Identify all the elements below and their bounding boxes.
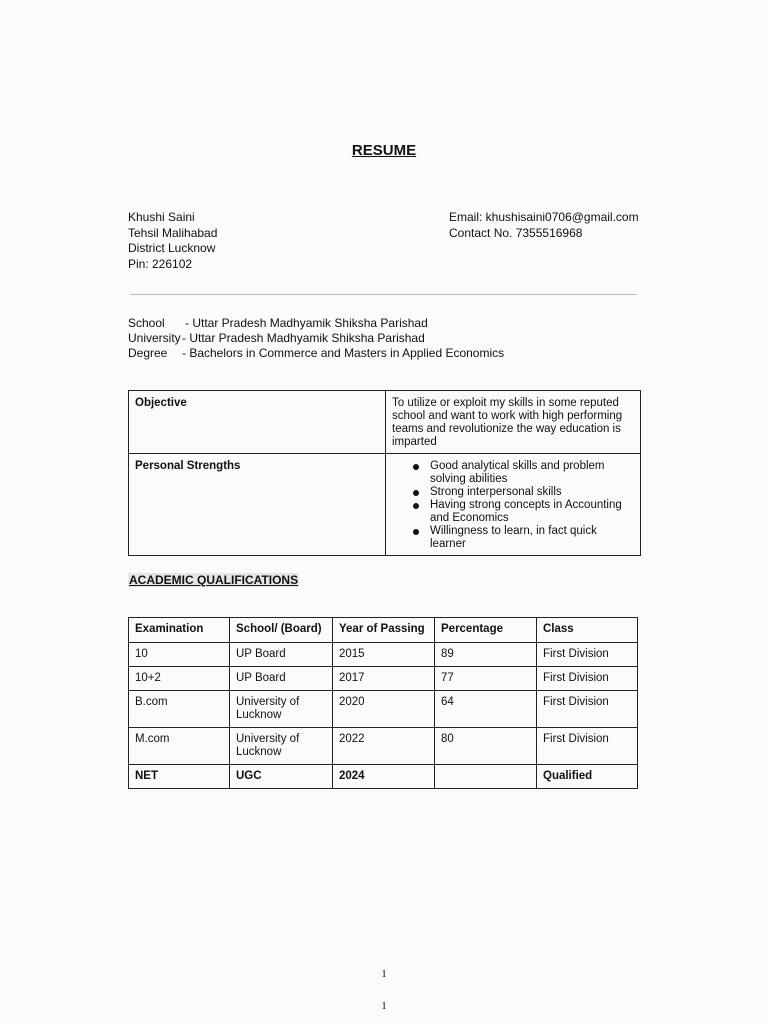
strengths-label: Personal Strengths — [129, 454, 386, 556]
strengths-cell — [386, 454, 641, 556]
table-cell: 2022 — [333, 728, 435, 765]
strengths-row — [129, 454, 641, 556]
education-key: School — [128, 316, 165, 330]
list-item: Good analytical skills and problem solving abilities — [430, 460, 634, 486]
table-row — [129, 691, 638, 728]
table-cell: 64 — [435, 691, 537, 728]
contact-details-block — [449, 210, 639, 241]
column-header: Year of Passing — [333, 618, 435, 643]
section-divider — [130, 294, 637, 295]
column-header: Examination — [129, 618, 230, 643]
education-row-school — [128, 316, 504, 331]
table-cell: UP Board — [230, 643, 333, 667]
email-text: Email: khushisaini0706@gmail.com — [449, 210, 639, 224]
column-header: Percentage — [435, 618, 537, 643]
column-header: School/ (Board) — [230, 618, 333, 643]
candidate-name: Khushi Saini — [128, 210, 195, 224]
page-number: 1 — [381, 968, 387, 980]
table-cell: University of Lucknow — [230, 728, 333, 765]
table-cell: UP Board — [230, 667, 333, 691]
contact-address-block — [128, 210, 217, 272]
address-line-pin: Pin: 226102 — [128, 256, 193, 271]
table-row — [129, 667, 638, 691]
table-cell: First Division — [537, 728, 638, 765]
table-cell: 2015 — [333, 643, 435, 667]
table-cell: UGC — [230, 765, 333, 789]
objective-strengths-table — [128, 390, 641, 556]
table-row — [129, 728, 638, 765]
table-cell: 10 — [129, 643, 230, 667]
education-row-university — [128, 331, 504, 346]
table-row — [129, 765, 638, 789]
table-cell: M.com — [129, 728, 230, 765]
objective-label: Objective — [129, 391, 386, 454]
table-cell: First Division — [537, 691, 638, 728]
table-cell: 80 — [435, 728, 537, 765]
table-cell: NET — [129, 765, 230, 789]
table-cell — [435, 765, 537, 789]
table-cell: Qualified — [537, 765, 638, 789]
page-number-footer: 1 — [381, 1000, 387, 1012]
table-cell: 89 — [435, 643, 537, 667]
list-item: Willingness to learn, in fact quick learner — [430, 525, 634, 551]
table-cell: B.com — [129, 691, 230, 728]
list-item: Having strong concepts in Accounting and Economics — [430, 499, 634, 525]
address-line-tehsil: Tehsil Malihabad — [128, 225, 218, 240]
education-key: University — [128, 331, 181, 345]
table-cell: University of Lucknow — [230, 691, 333, 728]
objective-row — [129, 391, 641, 454]
education-value: - Bachelors in Commerce and Masters in Applied Economics — [182, 346, 505, 360]
resume-title: RESUME — [351, 142, 417, 159]
phone-text: Contact No. 7355516968 — [449, 225, 583, 240]
table-cell: First Division — [537, 643, 638, 667]
table-cell: 77 — [435, 667, 537, 691]
education-row-degree — [128, 346, 504, 361]
table-header-row — [129, 618, 638, 643]
table-cell: First Division — [537, 667, 638, 691]
table-row — [129, 643, 638, 667]
column-header: Class — [537, 618, 638, 643]
education-key: Degree — [128, 346, 168, 360]
academic-heading: ACADEMIC QUALIFICATIONS — [129, 573, 299, 587]
table-cell: 2024 — [333, 765, 435, 789]
academic-table — [128, 617, 638, 789]
education-value: - Uttar Pradesh Madhyamik Shiksha Parishad — [182, 331, 425, 345]
education-value: - Uttar Pradesh Madhyamik Shiksha Parishad — [185, 316, 428, 330]
table-cell: 2020 — [333, 691, 435, 728]
strengths-list — [392, 460, 634, 551]
education-summary — [128, 316, 504, 361]
objective-text: To utilize or exploit my skills in some reputed school and want to work with high performing teams and revolutionize the way education is imparted — [386, 391, 641, 454]
table-cell: 10+2 — [129, 667, 230, 691]
address-line-district: District Lucknow — [128, 241, 216, 255]
table-cell: 2017 — [333, 667, 435, 691]
list-item: Strong interpersonal skills — [430, 486, 634, 499]
